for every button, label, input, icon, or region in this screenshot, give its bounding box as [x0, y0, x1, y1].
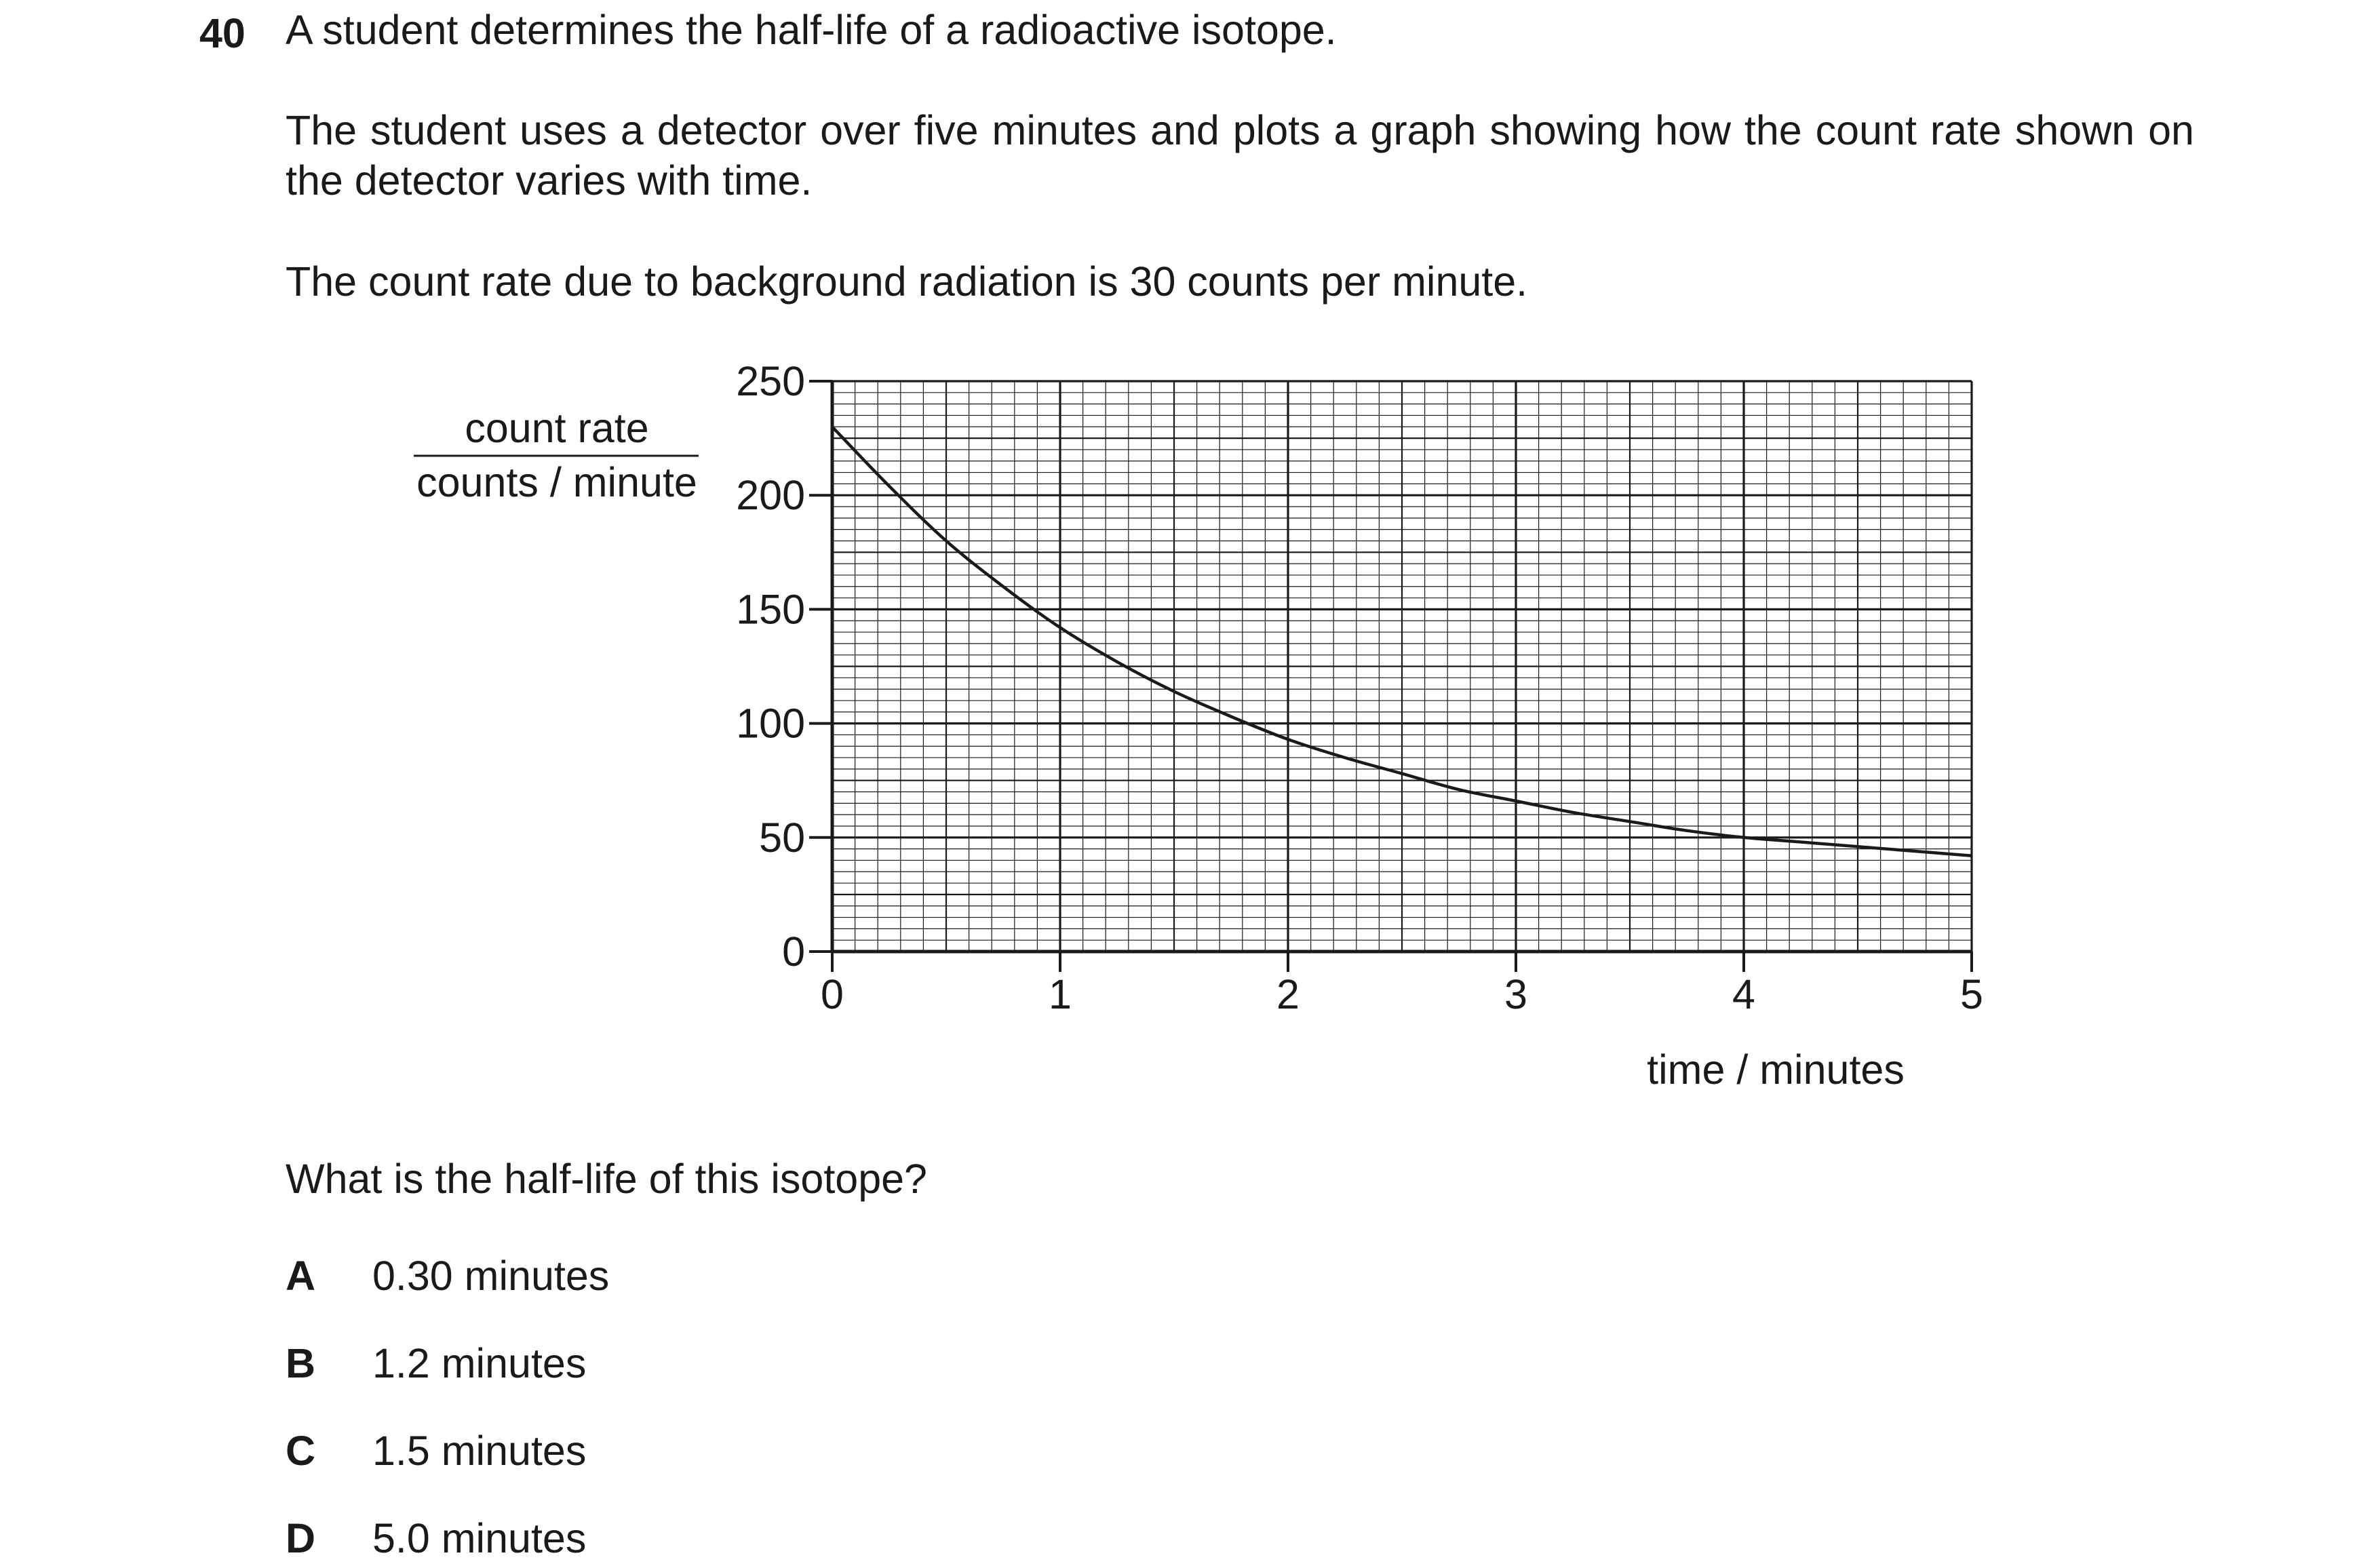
question-stem: A student determines the half-life of a radioactive isotope.	[286, 7, 1337, 53]
question-number: 40	[199, 10, 246, 56]
y-axis-label-numerator: count rate	[465, 405, 649, 451]
y-tick-label: 100	[736, 700, 805, 747]
x-tick-label: 2	[1276, 971, 1300, 1017]
option-d-letter: D	[286, 1515, 316, 1561]
question-prompt: What is the half-life of this isotope?	[286, 1156, 927, 1202]
option-b-letter: B	[286, 1340, 316, 1386]
option-a-text: 0.30 minutes	[372, 1253, 610, 1299]
x-tick-label: 1	[1049, 971, 1072, 1017]
question-paragraph-1: The student uses a detector over five minutes and plots a graph showing how the count rate shown on the detector varies with time.	[286, 107, 2194, 203]
y-tick-label: 200	[736, 472, 805, 519]
option-b-text: 1.2 minutes	[372, 1340, 587, 1386]
y-tick-label: 150	[736, 586, 805, 633]
x-tick-label: 4	[1732, 971, 1755, 1017]
option-c-text: 1.5 minutes	[372, 1428, 587, 1474]
option-a-letter: A	[286, 1253, 316, 1299]
question-paragraph-2: The count rate due to background radiation is 30 counts per minute.	[286, 258, 1528, 305]
minor-gridlines	[832, 381, 1972, 952]
option-d-text: 5.0 minutes	[372, 1515, 587, 1561]
x-tick-label: 5	[1960, 971, 1983, 1017]
option-c-letter: C	[286, 1428, 316, 1474]
y-tick-label: 250	[736, 358, 805, 404]
x-axis-label: time / minutes	[1647, 1047, 1905, 1093]
x-tick-label: 3	[1504, 971, 1527, 1017]
x-tick-label: 0	[821, 971, 844, 1017]
y-tick-label: 50	[759, 814, 805, 861]
y-tick-label: 0	[782, 928, 805, 975]
y-axis-label-denominator: counts / minute	[416, 459, 697, 505]
